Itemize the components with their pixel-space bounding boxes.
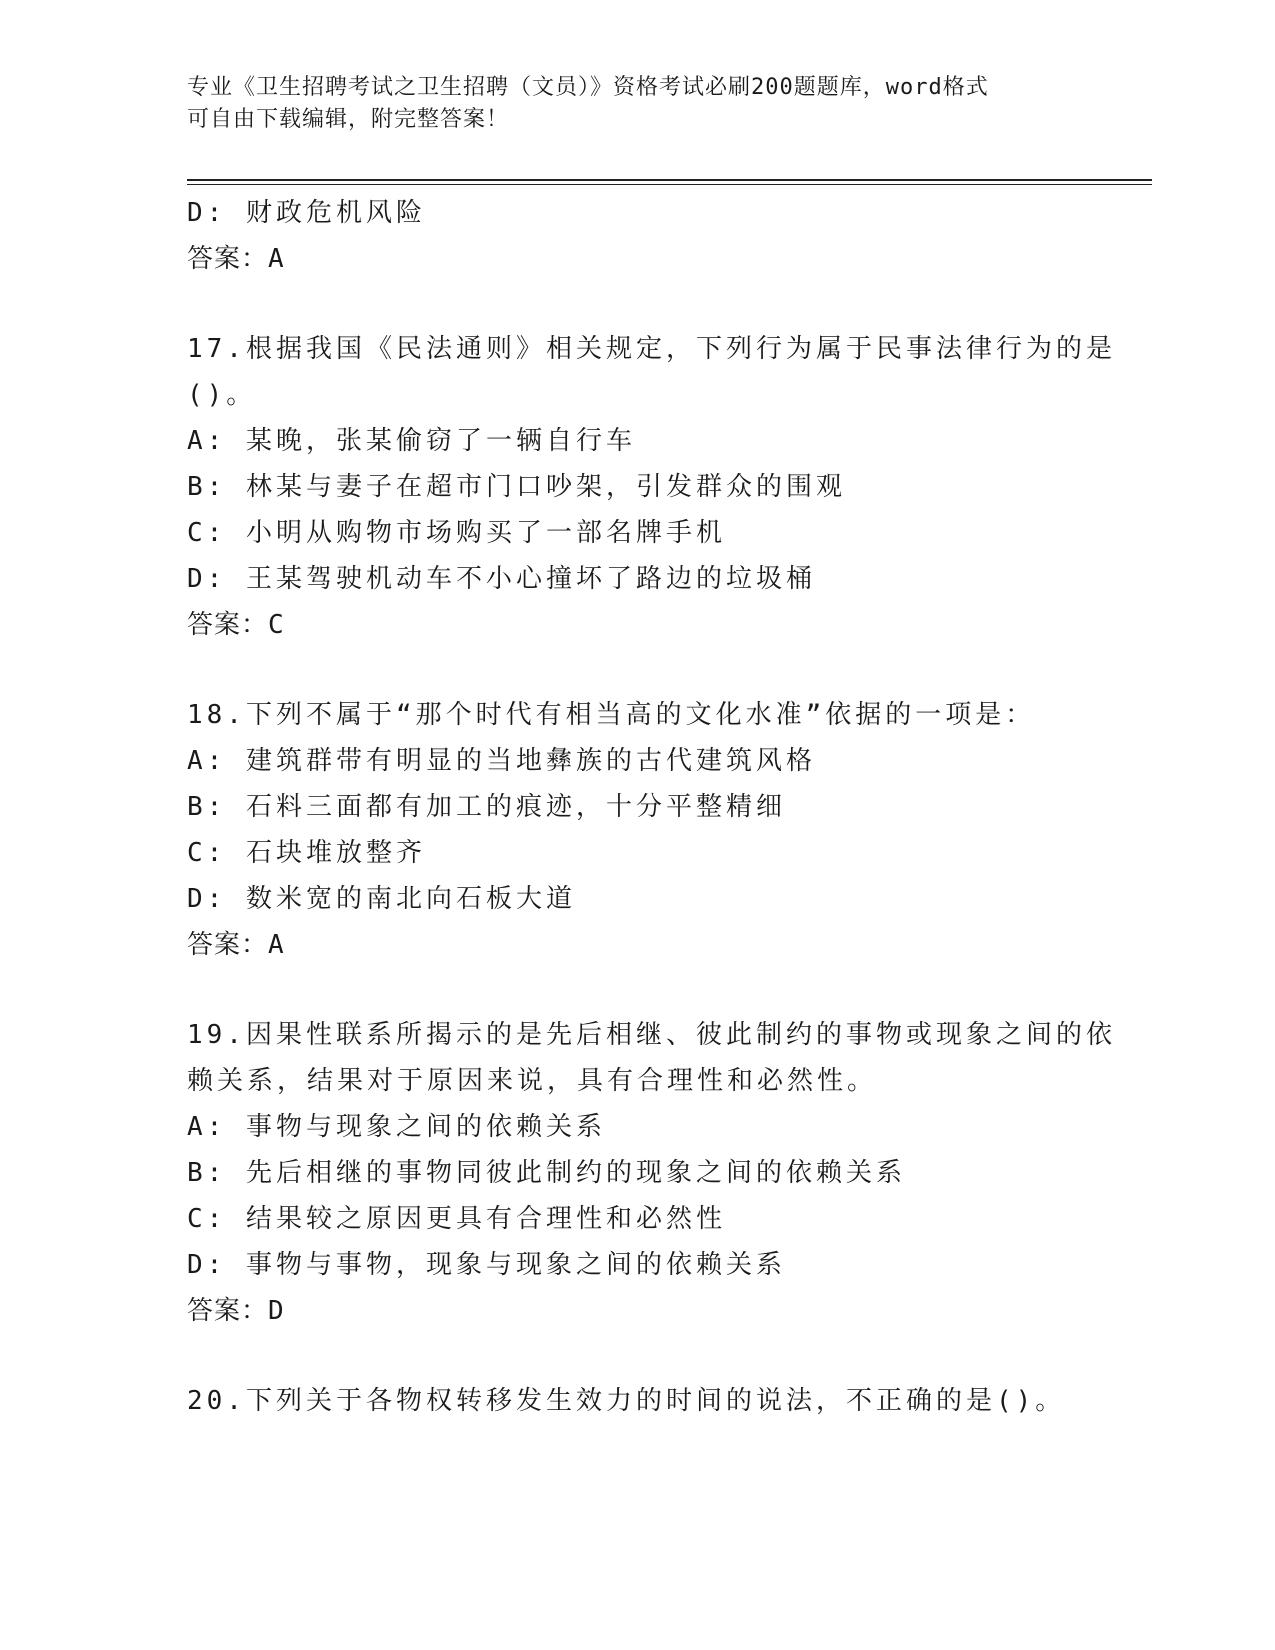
question-stem: 20.下列关于各物权转移发生效力的时间的说法，不正确的是()。 — [187, 1386, 1066, 1416]
answer-value: D — [268, 1296, 285, 1326]
option-c: C: 结果较之原因更具有合理性和必然性 — [187, 1204, 726, 1234]
option-d: D: 财政危机风险 — [187, 198, 426, 228]
header-line-2: 可自由下载编辑，附完整答案！ — [187, 107, 510, 132]
option-a: A: 建筑群带有明显的当地彝族的古代建筑风格 — [187, 746, 816, 776]
document-header — [187, 72, 1087, 136]
spacer — [187, 282, 1087, 326]
question-stem: 18.下列不属于“那个时代有相当高的文化水准”依据的一项是： — [187, 700, 1036, 730]
spacer — [187, 1334, 1087, 1378]
spacer — [187, 648, 1087, 692]
question-17 — [187, 326, 1116, 648]
answer-line — [187, 236, 1087, 282]
question-18 — [187, 692, 1087, 968]
option-b: B: 林某与妻子在超市门口吵架，引发群众的围观 — [187, 472, 846, 502]
option-d: D: 事物与事物，现象与现象之间的依赖关系 — [187, 1250, 786, 1280]
answer-line — [187, 1288, 1087, 1334]
header-rule-thin — [187, 184, 1152, 185]
document-body — [187, 190, 1116, 1424]
answer-line — [187, 602, 1087, 648]
question-20 — [187, 1378, 1087, 1424]
spacer — [187, 968, 1087, 1012]
option-d: D: 数米宽的南北向石板大道 — [187, 884, 576, 914]
answer-line — [187, 922, 1087, 968]
answer-label: 答案： — [187, 930, 269, 960]
question-stem-cont: 赖关系，结果对于原因来说，具有合理性和必然性。 — [187, 1066, 878, 1096]
answer-value: A — [268, 930, 285, 960]
answer-label: 答案： — [187, 244, 269, 274]
header-line-1: 专业《卫生招聘考试之卫生招聘（文员）》资格考试必刷200题题库，word格式 — [187, 75, 989, 100]
option-d: D: 王某驾驶机动车不小心撞坏了路边的垃圾桶 — [187, 564, 816, 594]
option-b: B: 先后相继的事物同彼此制约的现象之间的依赖关系 — [187, 1158, 906, 1188]
question-stem-cont: ()。 — [187, 380, 257, 410]
header-rule-thick — [187, 179, 1152, 181]
option-c: C: 石块堆放整齐 — [187, 838, 426, 868]
question-19 — [187, 1012, 1116, 1334]
question-stem: 17.根据我国《民法通则》相关规定，下列行为属于民事法律行为的是 — [187, 334, 1116, 364]
option-c: C: 小明从购物市场购买了一部名牌手机 — [187, 518, 726, 548]
option-a: A: 某晚，张某偷窃了一辆自行车 — [187, 426, 636, 456]
option-a: A: 事物与现象之间的依赖关系 — [187, 1112, 606, 1142]
question-stem: 19.因果性联系所揭示的是先后相继、彼此制约的事物或现象之间的依 — [187, 1020, 1116, 1050]
option-b: B: 石料三面都有加工的痕迹，十分平整精细 — [187, 792, 786, 822]
answer-label: 答案： — [187, 610, 269, 640]
answer-value: A — [268, 244, 285, 274]
answer-label: 答案： — [187, 1296, 269, 1326]
answer-value: C — [268, 610, 285, 640]
